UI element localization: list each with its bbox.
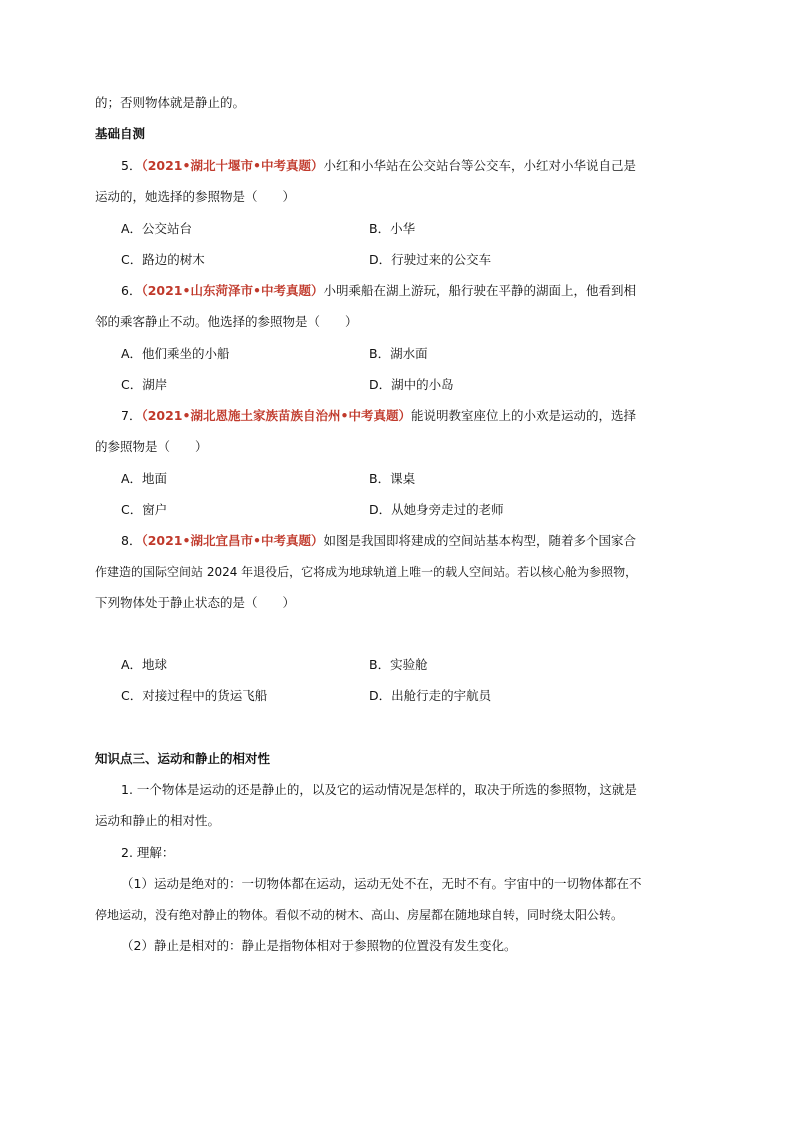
question-7-source: （2021•湖北恩施土家族苗族自治州•中考真题） xyxy=(141,408,411,423)
question-6-option-c: C．湖岸 xyxy=(121,377,168,392)
question-8-source: （2021•湖北宜昌市•中考真题） xyxy=(141,533,324,548)
question-8-option-d: D．出舱行走的宇航员 xyxy=(369,688,492,703)
question-5-option-a: A．公交站台 xyxy=(121,221,193,236)
question-5-option-b: B．小华 xyxy=(369,221,416,236)
question-7-number: 7． xyxy=(121,408,142,423)
question-6-stem-part1: 小明乘船在湖上游玩，船行驶在平静的湖面上，他看到相 xyxy=(323,283,636,298)
question-5-stem-part2: 运动的，她选择的参照物是（ ） xyxy=(95,189,296,204)
question-6-source: （2021•山东菏泽市•中考真题） xyxy=(141,283,324,298)
question-8-number: 8． xyxy=(121,533,142,548)
question-8-line1 xyxy=(121,533,636,549)
question-5-stem-part1: 小红和小华站在公交站台等公交车，小红对小华说自己是 xyxy=(323,158,636,173)
question-8-stem-part1: 如图是我国即将建成的空间站基本构型，随着多个国家合 xyxy=(323,533,636,548)
knowledge-point-3-title: 知识点三、运动和静止的相对性 xyxy=(95,751,271,766)
question-7-line1 xyxy=(121,408,636,424)
question-6-option-d: D．湖中的小岛 xyxy=(369,377,454,392)
question-7-option-c: C．窗户 xyxy=(121,502,168,517)
question-6-option-a: A．他们乘坐的小船 xyxy=(121,346,230,361)
question-8-stem-part3: 下列物体处于静止状态的是（ ） xyxy=(95,595,296,610)
question-8-option-a: A．地球 xyxy=(121,657,168,672)
knowledge-3-paragraph-1-line2: 运动和静止的相对性。 xyxy=(95,813,221,828)
question-5-line1 xyxy=(121,158,636,174)
question-5-number: 5． xyxy=(121,158,142,173)
question-8-option-b: B．实验舱 xyxy=(369,657,428,672)
question-7-stem-part1: 能说明教室座位上的小欢是运动的，选择 xyxy=(410,408,636,423)
question-8-stem-part2: 作建造的国际空间站 2024 年退役后，它将成为地球轨道上唯一的载人空间站。若以核心舱为参照物， xyxy=(95,565,638,579)
question-6-line1 xyxy=(121,283,636,299)
knowledge-3-paragraph-3-line1: （1）运动是绝对的：一切物体都在运动，运动无处不在，无时不有。宇宙中的一切物体都在不 xyxy=(121,876,642,891)
question-6-number: 6． xyxy=(121,283,142,298)
question-5-source: （2021•湖北十堰市•中考真题） xyxy=(141,158,324,173)
intro-tail-text: 的；否则物体就是静止的。 xyxy=(95,95,246,110)
question-8-option-c: C．对接过程中的货运飞船 xyxy=(121,688,268,703)
question-7-option-b: B．课桌 xyxy=(369,471,416,486)
section-heading-self-test: 基础自测 xyxy=(95,126,146,141)
knowledge-3-paragraph-1-line1: 1. 一个物体是运动的还是静止的，以及它的运动情况是怎样的，取决于所选的参照物，这就是 xyxy=(121,782,637,797)
knowledge-3-paragraph-2: 2. 理解： xyxy=(121,845,175,860)
knowledge-3-paragraph-3-line2: 停地运动，没有绝对静止的物体。看似不动的树木、高山、房屋都在随地球自转，同时绕太阳公转。 xyxy=(95,908,624,922)
knowledge-3-paragraph-4: （2）静止是相对的：静止是指物体相对于参照物的位置没有发生变化。 xyxy=(121,938,517,953)
question-7-option-d: D．从她身旁走过的老师 xyxy=(369,502,504,517)
question-6-stem-part2: 邻的乘客静止不动。他选择的参照物是（ ） xyxy=(95,314,358,329)
question-6-option-b: B．湖水面 xyxy=(369,346,428,361)
question-5-option-d: D．行驶过来的公交车 xyxy=(369,252,492,267)
question-7-option-a: A．地面 xyxy=(121,471,168,486)
question-5-option-c: C．路边的树木 xyxy=(121,252,205,267)
question-7-stem-part2: 的参照物是（ ） xyxy=(95,439,208,454)
